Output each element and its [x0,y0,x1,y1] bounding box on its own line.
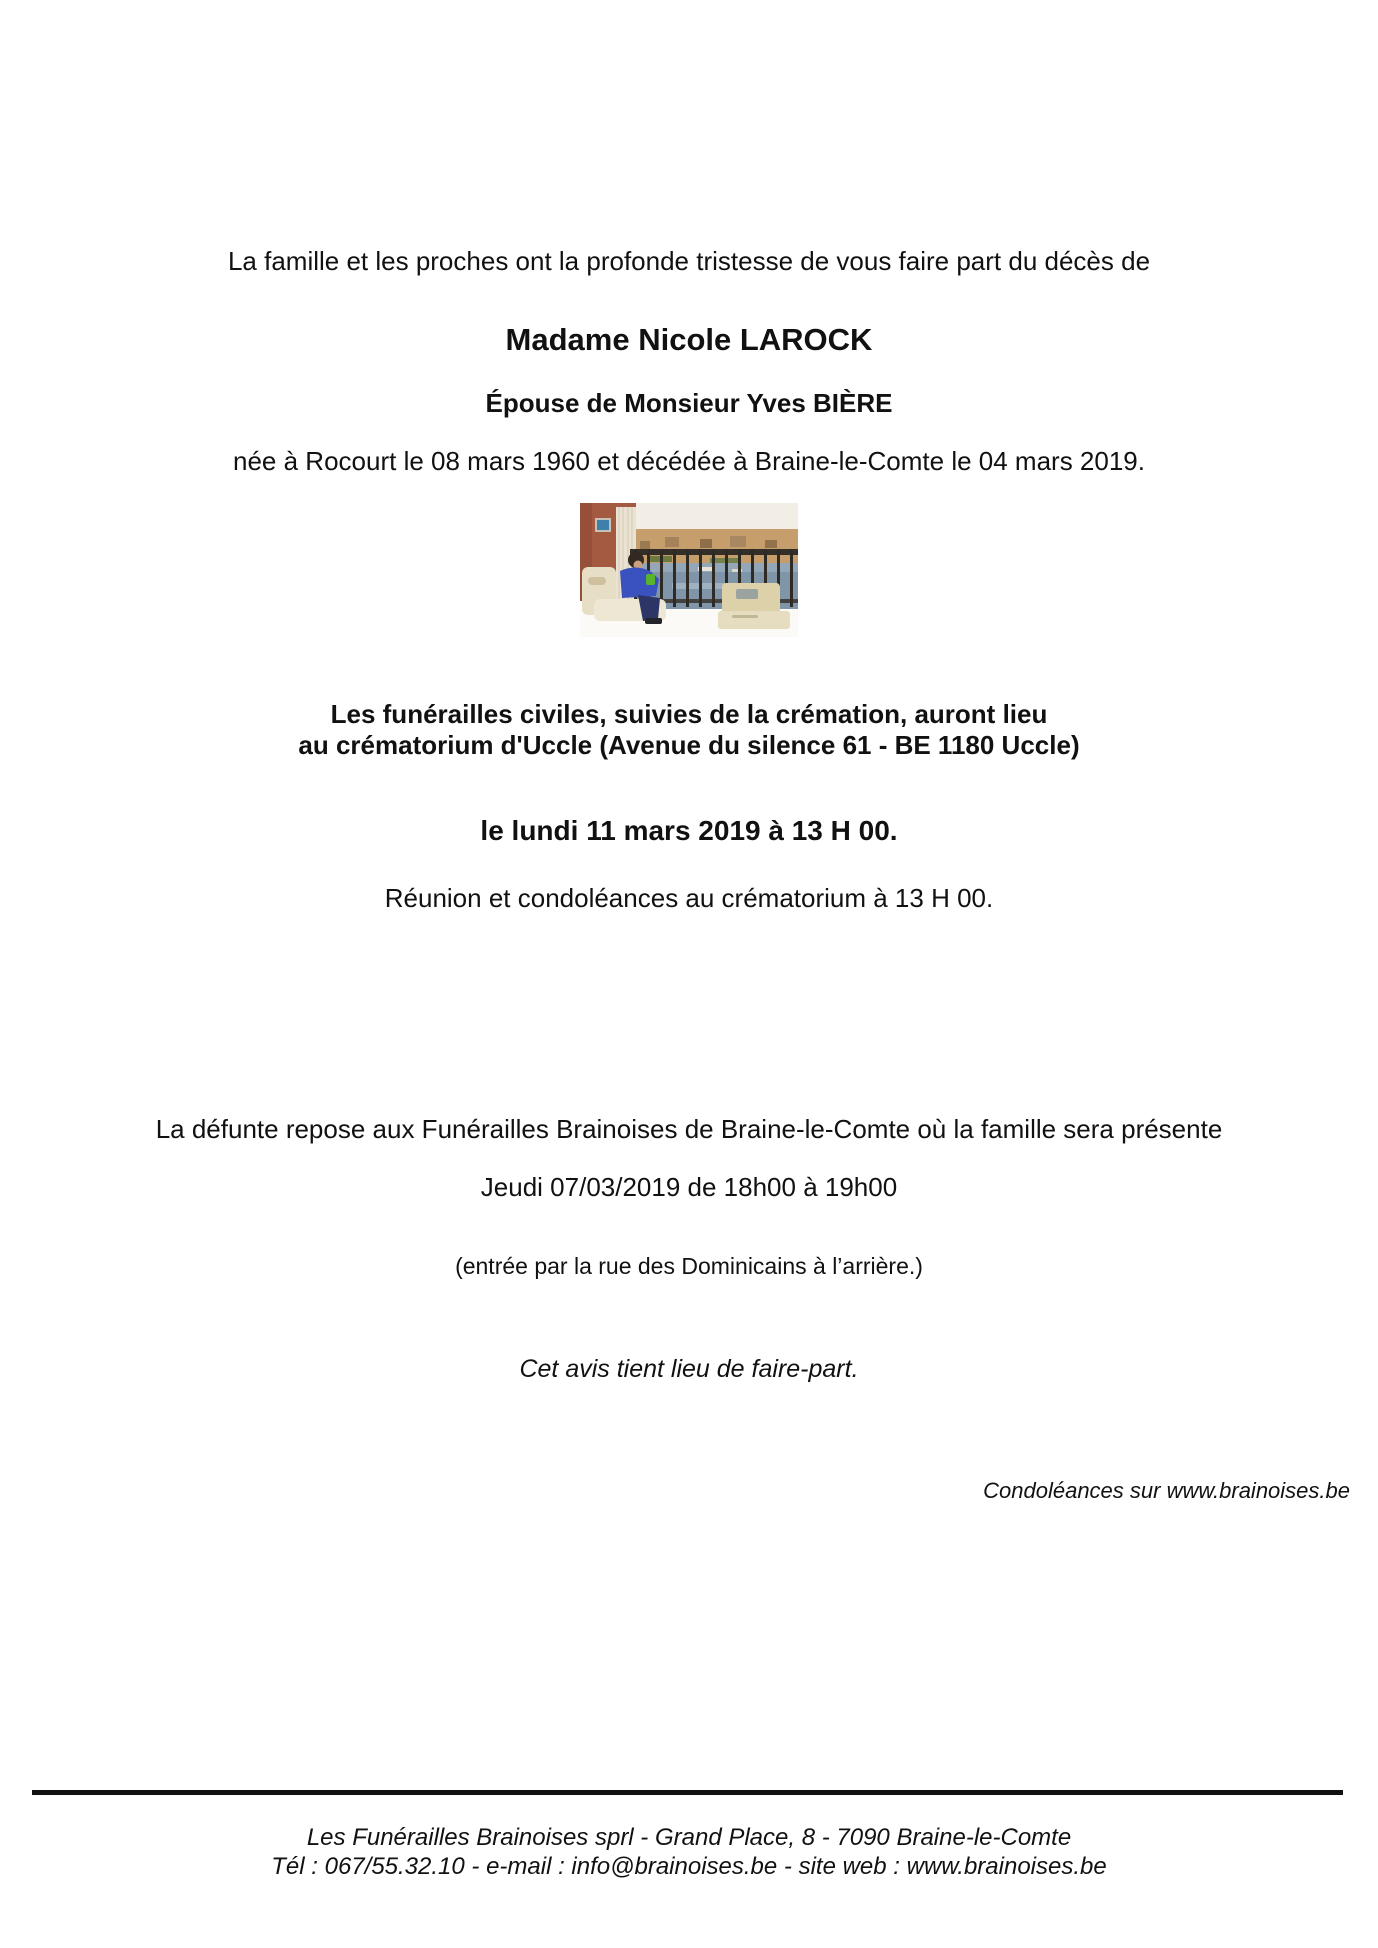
entrance-note: (entrée par la rue des Dominicains à l’arrière.) [455,1253,923,1279]
gathering-line: Réunion et condoléances au crématorium à 13 H 00. [384,883,994,913]
funeral-details [0,699,1378,761]
funeral-line-1: Les funérailles civiles, suivies de la crémation, auront lieu [330,699,1048,729]
repose-line: La défunte repose aux Funérailles Brainoises de Braine-le-Comte où la famille sera présente [155,1114,1223,1144]
footer-address-line: Les Funérailles Brainoises sprl - Grand Place, 8 - 7090 Braine-le-Comte [306,1824,1072,1851]
visitation-date: Jeudi 07/03/2019 de 18h00 à 19h00 [480,1172,898,1202]
notice-line: Cet avis tient lieu de faire-part. [519,1355,859,1383]
deceased-name: Madame Nicole LAROCK [505,322,873,357]
condolences-line: Condoléances sur www.brainoises.be [983,1478,1350,1503]
birth-death-line: née à Rocourt le 08 mars 1960 et décédée à Braine-le-Comte le 04 mars 2019. [233,446,1145,476]
funeral-line-2: au crématorium d'Uccle (Avenue du silence 61 - BE 1180 Uccle) [298,730,1080,760]
spouse-line: Épouse de Monsieur Yves BIÈRE [485,388,893,418]
balcony-photo-illustration [580,503,798,637]
intro-line: La famille et les proches ont la profonde tristesse de vous faire part du décès de [227,246,1151,276]
deceased-photo [580,503,798,637]
footer-contact-line: Tél : 067/55.32.10 - e-mail : info@brainoises.be - site web : www.brainoises.be [271,1853,1107,1880]
funeral-datetime: le lundi 11 mars 2019 à 13 H 00. [480,815,898,846]
footer-divider [32,1790,1343,1795]
